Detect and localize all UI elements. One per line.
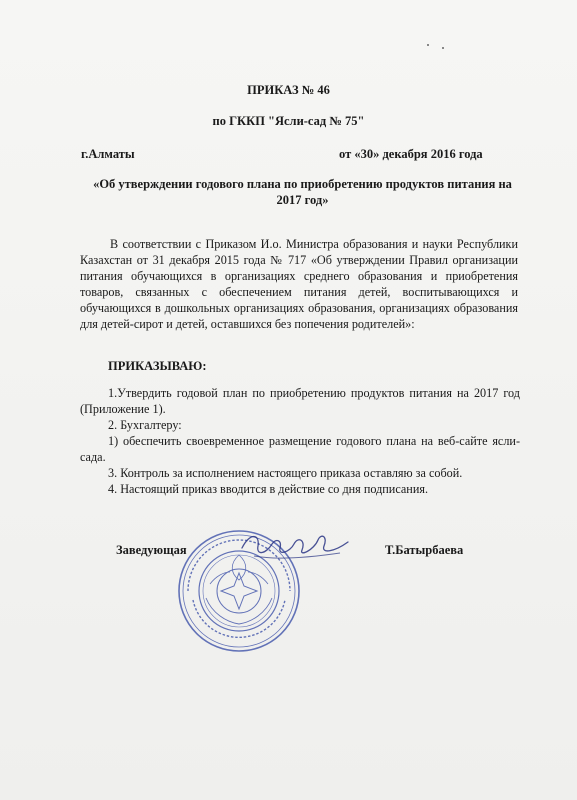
handwritten-signature [236,526,356,566]
scan-speck [427,44,429,46]
city: г.Алматы [81,147,135,161]
order-keyword: ПРИКАЗЫВАЮ: [108,359,207,373]
order-items [80,385,520,497]
preamble-paragraph: В соответствии с Приказом И.о. Министра образования и науки Республики Казахстан от 31 декабря 2015 года № 717 «Об утверждении Правил организации питания обучающихся в организациях среднего образования и приобретения товаров, связанных с обеспечением питания детей, воспитывающихся и обучающихся в дошкольных организациях образования, организациях образования для детей-сирот и детей, оставшихся без попечения родителей»: [80,237,518,331]
order-item: 2. Бухгалтеру: [108,418,182,432]
order-item: 1) обеспечить своевременное размещение годового плана на веб-сайте ясли-сада. [80,434,520,464]
organization-line: по ГККП "Ясли-сад № 75" [212,114,365,128]
order-date: от «30» декабря 2016 года [339,147,483,161]
order-title: ПРИКАЗ № 46 [247,83,330,97]
order-subject: «Об утверждении годового плана по приобретению продуктов питания на 2017 год» [93,177,512,207]
order-item: 4. Настоящий приказ вводится в действие со дня подписания. [108,482,428,496]
signatory-role: Заведующая [116,543,187,557]
signatory-name: Т.Батырбаева [385,543,464,557]
scan-speck [442,47,444,49]
order-item: 1.Утвердить годовой план по приобретению продуктов питания на 2017 год (Приложение 1). [80,386,520,416]
order-item: 3. Контроль за исполнением настоящего приказа оставляю за собой. [108,466,463,480]
